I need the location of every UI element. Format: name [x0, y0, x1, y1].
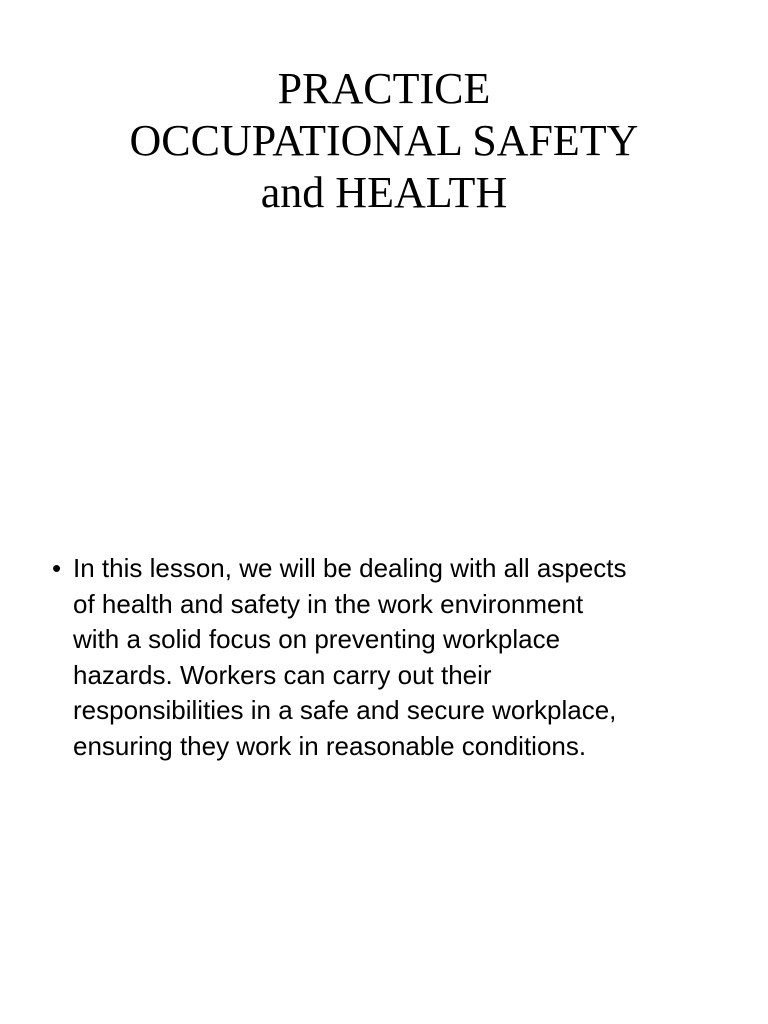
bullet-text-line: with a solid focus on preventing workplace [73, 624, 561, 654]
bullet-list [52, 551, 742, 764]
title-line: and HEALTH [260, 168, 508, 217]
slide-title [0, 63, 768, 219]
bullet-text-line: ensuring they work in reasonable conditions. [73, 730, 587, 761]
bullet-marker: • [52, 553, 62, 583]
bullet-text-line: responsibilities in a safe and secure workplace, [73, 695, 617, 725]
title-line: PRACTICE [277, 64, 491, 113]
bullet-text-line: In this lesson, we will be dealing with all aspects [73, 553, 627, 583]
bullet-text-line: hazards. Workers can carry out their [73, 659, 492, 690]
bullet-text-line: of health and safety in the work environment [73, 588, 584, 619]
bullet-item [52, 551, 742, 764]
title-line: OCCUPATIONAL SAFETY [129, 116, 639, 165]
